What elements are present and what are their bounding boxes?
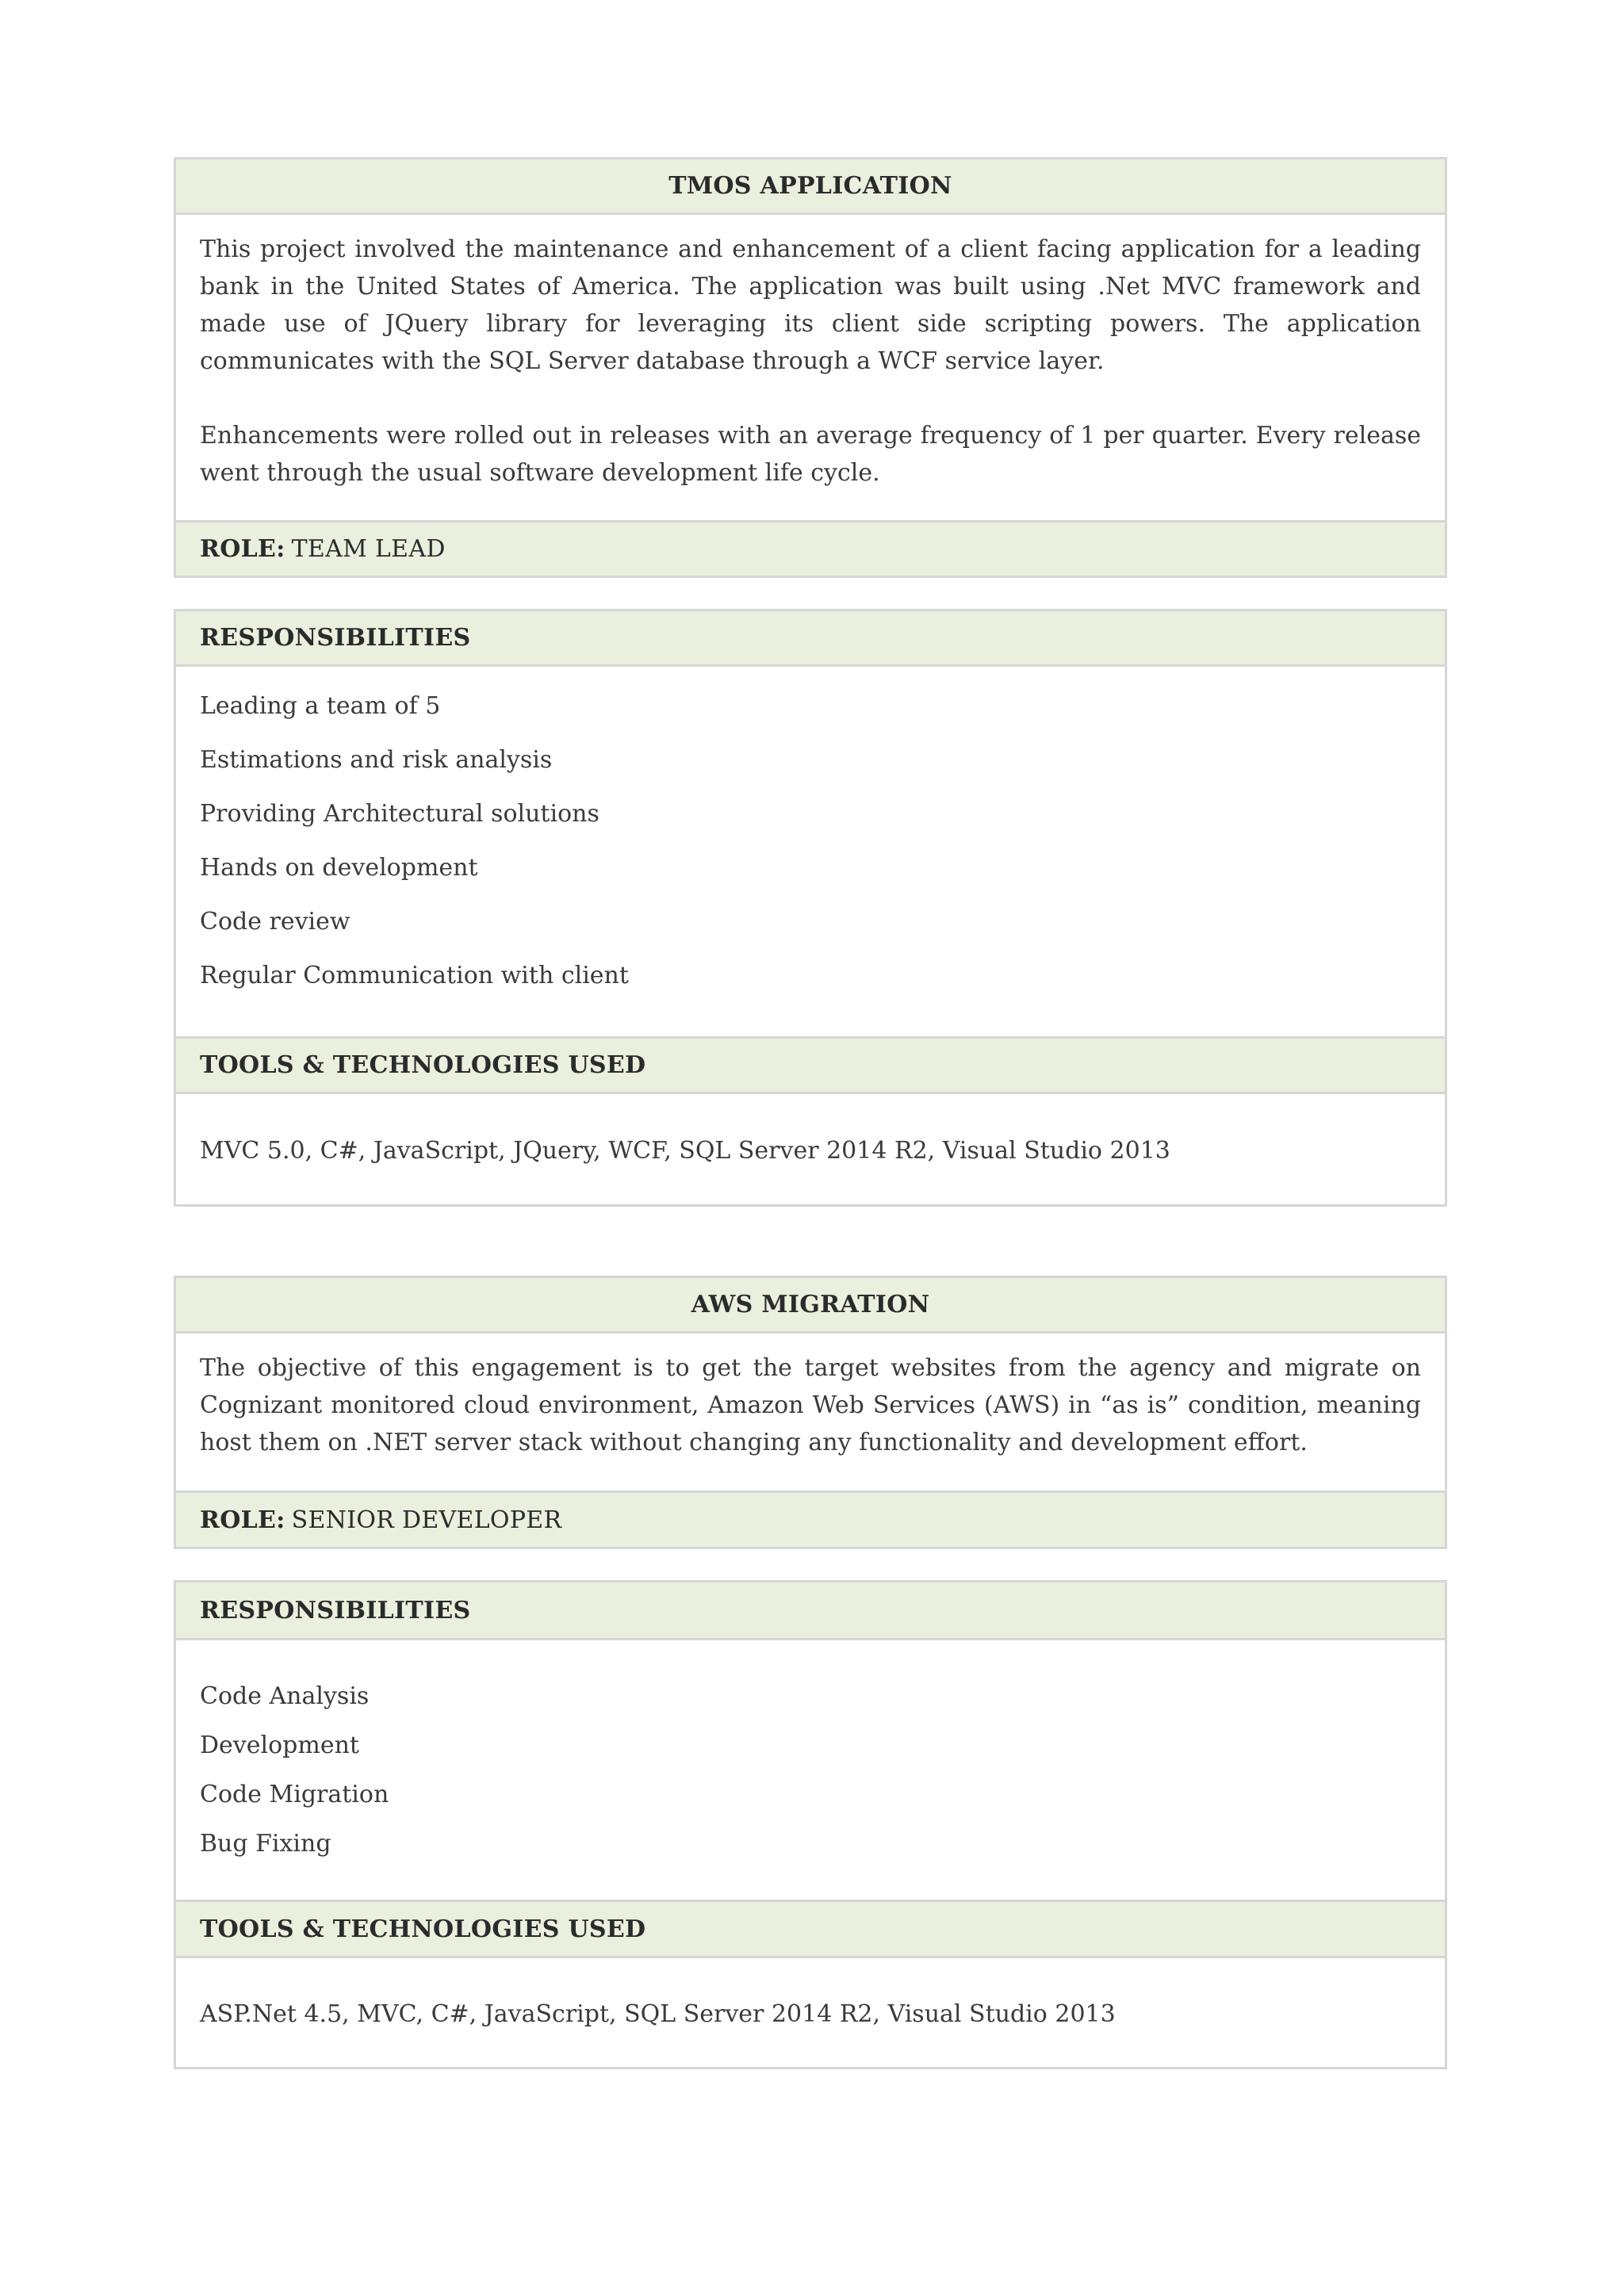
list-item: Leading a team of 5 xyxy=(200,692,441,720)
description-paragraph: Enhancements were rolled out in releases with an average frequency of 1 per quarter. Every release went through the usual software development life cycle. xyxy=(200,422,1421,487)
list-item: Development xyxy=(200,1732,359,1759)
description-paragraph: This project involved the maintenance and enhancement of a client facing application for a leading bank in the United States of America. The application was built using .Net MVC framework and made use of JQuery library for leveraging its client side scripting powers. The application communicates with the SQL Server database through a WCF service layer. xyxy=(200,235,1421,375)
responsibilities-box xyxy=(174,1580,1447,2069)
description-paragraph: The objective of this engagement is to get the target websites from the agency and migrate on Cognizant monitored cloud environment, Amazon Web Services (AWS) in “as is” condition, meaning host them on .NET server stack without changing any functionality and development effort. xyxy=(200,1354,1421,1456)
list-item: Hands on development xyxy=(200,854,478,882)
project-title: AWS MIGRATION xyxy=(176,1278,1445,1334)
project-overview-box xyxy=(174,1276,1447,1549)
list-item: Regular Communication with client xyxy=(200,962,629,989)
tools-heading: TOOLS & TECHNOLOGIES USED xyxy=(176,1036,1445,1094)
tools-list: MVC 5.0, C#, JavaScript, JQuery, WCF, SQL Server 2014 R2, Visual Studio 2013 xyxy=(200,1136,1170,1165)
tools-list: ASP.Net 4.5, MVC, C#, JavaScript, SQL Server 2014 R2, Visual Studio 2013 xyxy=(200,1999,1116,2028)
responsibilities-heading: RESPONSIBILITIES xyxy=(176,1582,1445,1640)
tools-heading: TOOLS & TECHNOLOGIES USED xyxy=(176,1900,1445,1958)
role-label: ROLE: xyxy=(200,535,285,563)
responsibilities-list xyxy=(176,667,1445,1003)
list-item: Code review xyxy=(200,908,350,936)
role-value: SENIOR DEVELOPER xyxy=(291,1506,562,1534)
role-label: ROLE: xyxy=(200,1506,285,1534)
responsibilities-box xyxy=(174,609,1447,1207)
list-item: Estimations and risk analysis xyxy=(200,746,553,774)
project-title: TMOS APPLICATION xyxy=(176,159,1445,215)
role-bar xyxy=(176,520,1445,576)
list-item: Providing Architectural solutions xyxy=(200,800,599,828)
project-description xyxy=(176,215,1445,492)
list-item: Code Migration xyxy=(200,1781,389,1808)
list-item: Bug Fixing xyxy=(200,1830,331,1858)
project-overview-box xyxy=(174,157,1447,578)
role-value: TEAM LEAD xyxy=(291,535,446,563)
list-item: Code Analysis xyxy=(200,1682,370,1710)
project-description xyxy=(176,1334,1445,1461)
role-bar xyxy=(176,1490,1445,1547)
responsibilities-heading: RESPONSIBILITIES xyxy=(176,611,1445,667)
responsibilities-list xyxy=(176,1640,1445,1869)
